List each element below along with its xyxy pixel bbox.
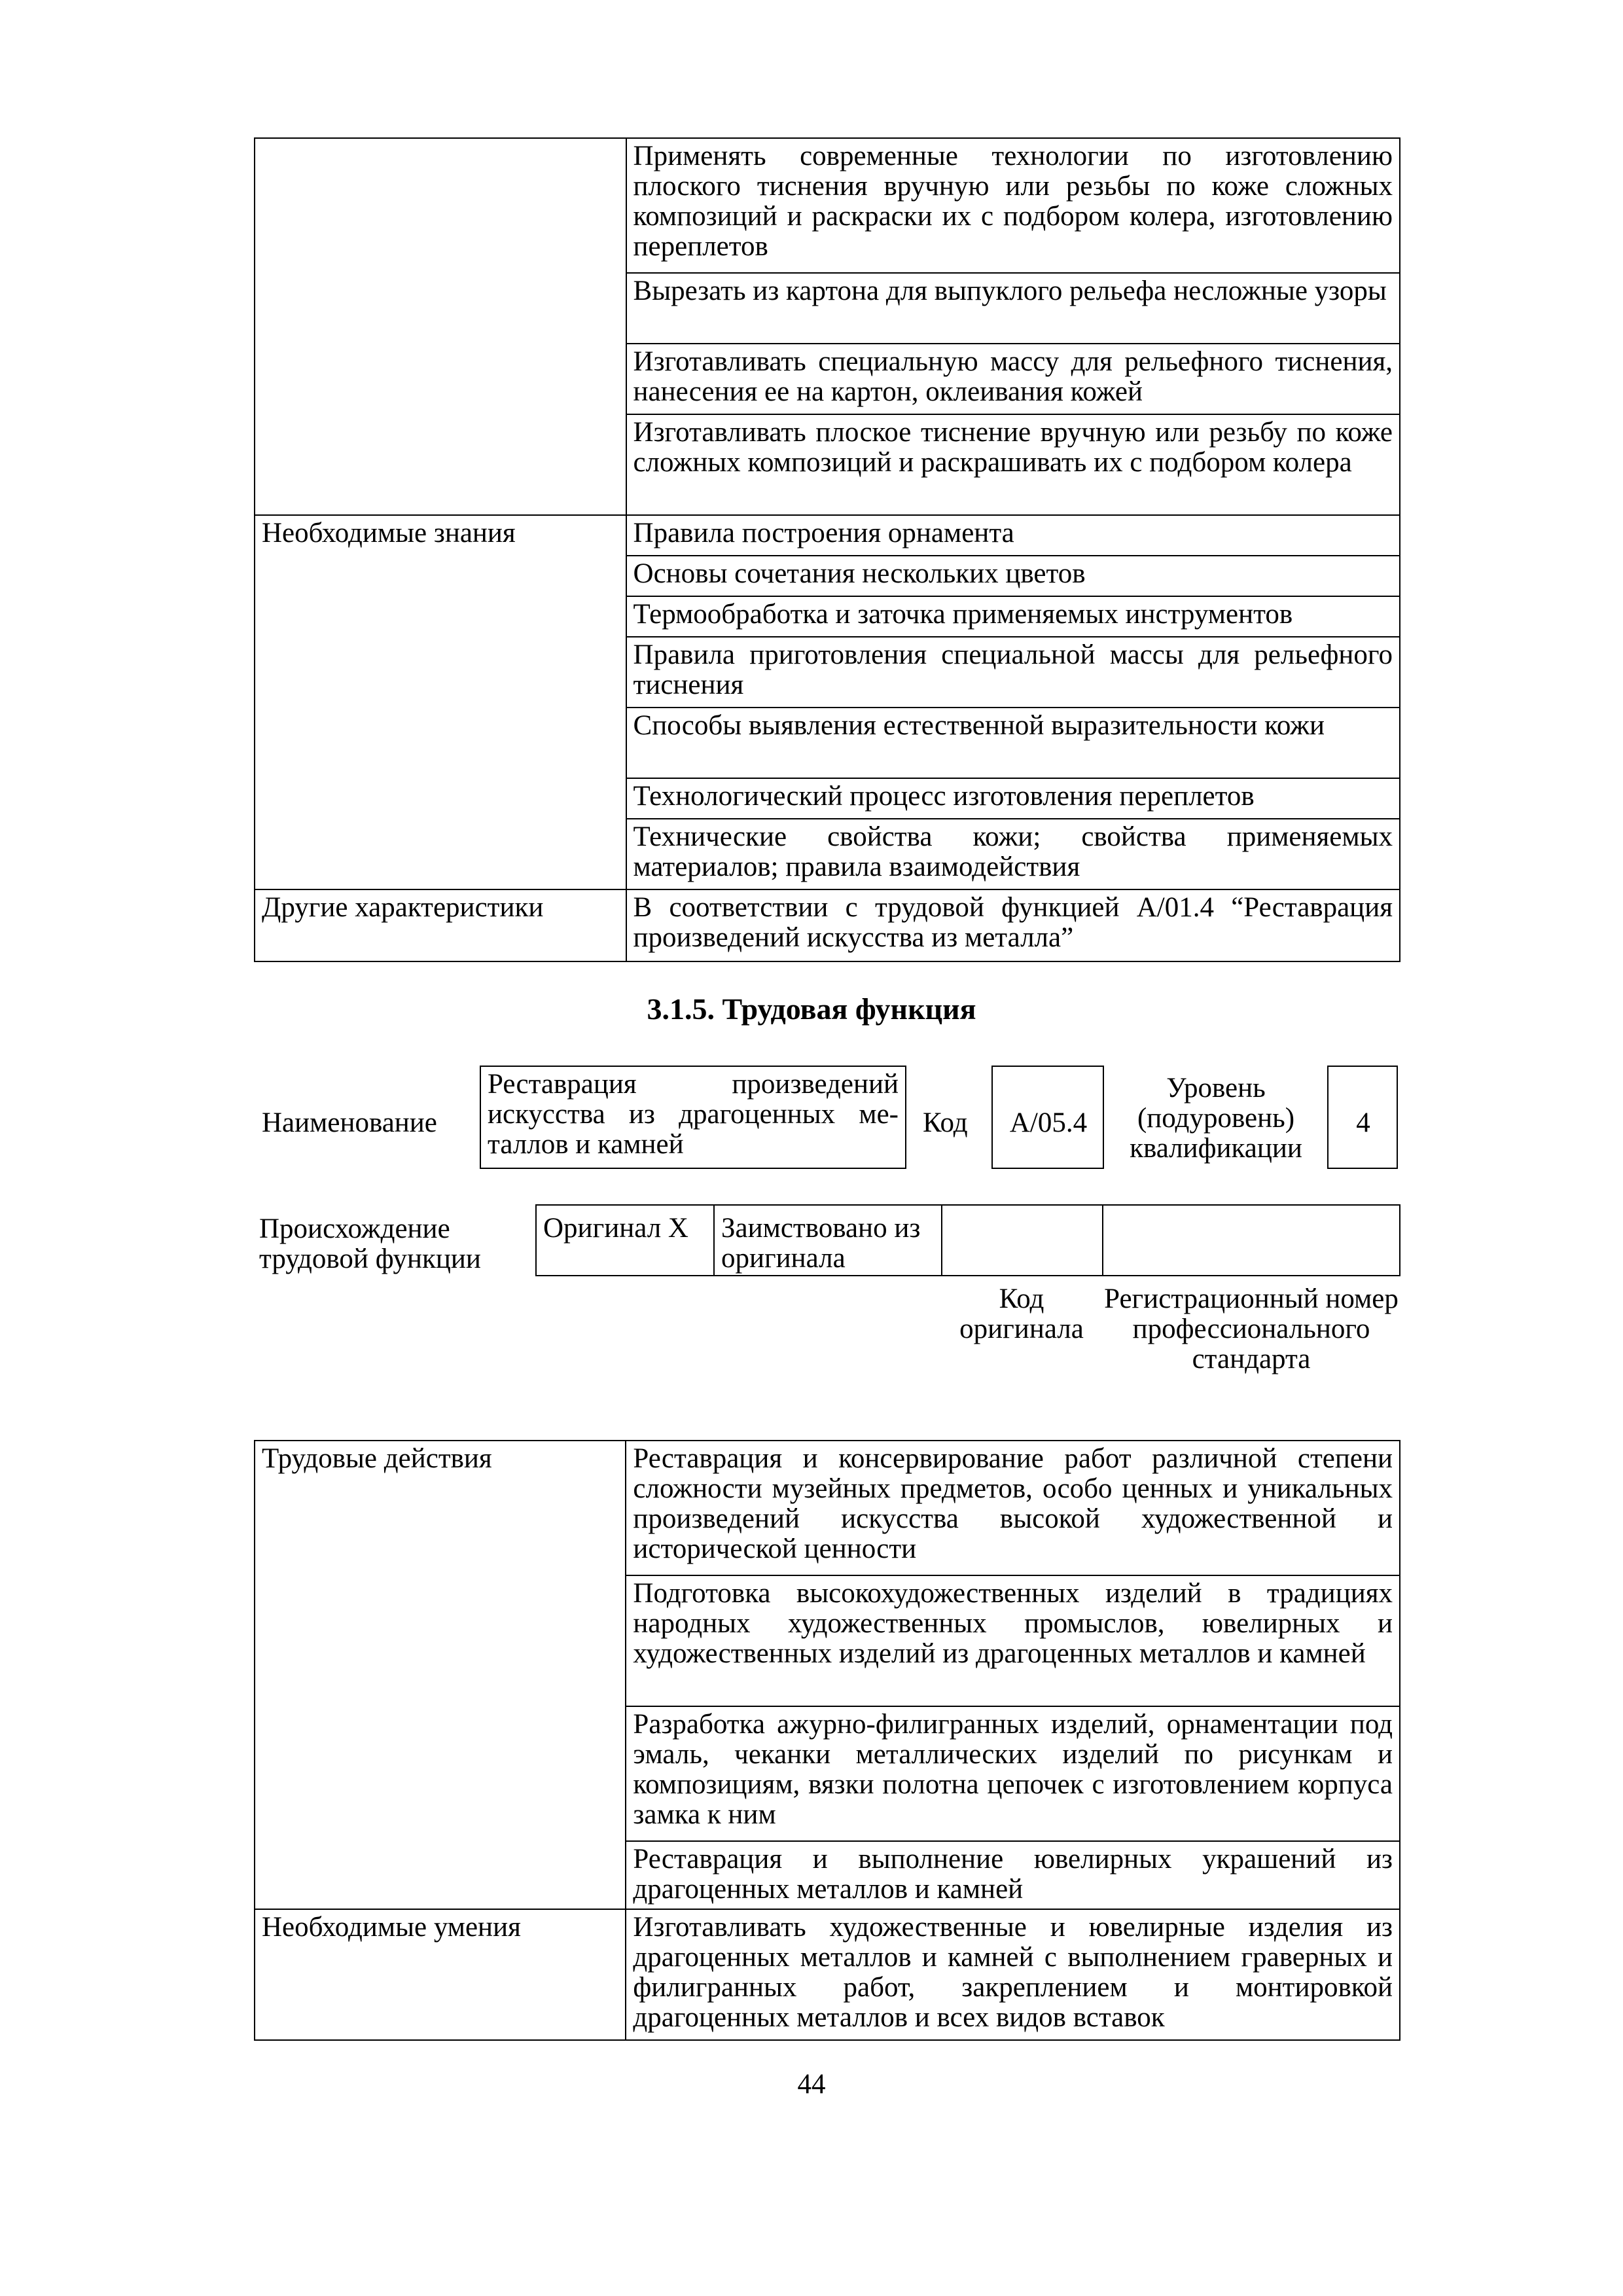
actions-label: Трудовые действия [255,1441,626,1909]
knowledge-row-3: Термообработка и заточка применяемых инструментов [626,596,1400,637]
knowledge-row-4: Правила приготовления специальной массы для рельефного тиснения [626,637,1400,708]
skill-row-1: Применять современные технологии по изготовлению плоского тиснения вручную или резьбы по коже сложных композиций и раскраски их с подбором колера, изготовлению переплетов [626,138,1400,273]
other-text: В соответствии с трудовой функцией А/01.4 “Реставрация произведений искусства из металла” [626,889,1400,961]
knowledge-row-6: Технологический процесс изготовления переплетов [626,778,1400,819]
knowledge-label: Необходимые знания [255,515,626,889]
code-original-cell [941,1204,1102,1276]
name-label: Наименование [262,1107,437,1138]
reg-number-cell [1102,1204,1400,1276]
code-value: А/05.4 [1009,1107,1088,1138]
original-text: Оригинал Х [543,1213,688,1244]
skill-row-4: Изготавливать плоское тиснение вручную или резьбу по коже сложных композиций и раскрашивать их с подбором колера [626,414,1400,515]
other-label: Другие характеристики [255,889,626,961]
skill-row-2: Вырезать из картона для выпуклого рельефа несложные узоры [626,273,1400,344]
bottom-table [254,1440,1400,2041]
reg-number-caption: Регистрационный номер профессионального стандарта [1104,1283,1399,1374]
origin-label: Происхождение трудовой функции [259,1213,481,1274]
level-label: Уровень (подуровень) квалификации [1130,1073,1302,1164]
name-box [480,1066,906,1169]
level-value: 4 [1356,1107,1370,1138]
borrowed-text: Заимствовано из оригинала [721,1213,921,1274]
skill-row-3: Изготавливать специальную массу для рельефного тиснения, нанесения ее на картон, оклеивания кожей [626,344,1400,414]
code-label: Код [923,1107,968,1138]
action-row-2: Подготовка высокохудожественных изделий в традициях народных художественных промыслов, ювелирных и художественных изделий из драгоценных металлов и камней [626,1575,1400,1706]
top-table [254,137,1400,962]
level-box [1327,1066,1398,1169]
action-row-4: Реставрация и выполнение ювелирных украшений из драгоценных металлов и камней [626,1841,1400,1909]
name-value: Реставрация произведений искусства из драгоценных металлов и камней [488,1069,899,1160]
knowledge-row-5: Способы выявления естественной выразительности кожи [626,708,1400,778]
skills-row-1: Изготавливать художественные и ювелирные изделия из драгоценных металлов и камней с выполнением граверных и филигранных работ, закреплением и монтировкой драгоценных металлов и всех видов вставок [626,1909,1400,2040]
borrowed-cell [713,1204,941,1276]
knowledge-row-2: Основы сочетания нескольких цветов [626,556,1400,596]
original-cell [535,1204,713,1276]
skills-label: Необходимые умения [255,1909,626,2040]
knowledge-row-1: Правила построения орнамента [626,515,1400,556]
knowledge-row-7: Технические свойства кожи; свойства применяемых материалов; правила взаимодействия [626,819,1400,889]
section-heading: 3.1.5. Трудовая функция [647,992,976,1026]
action-row-3: Разработка ажурно-филигранных изделий, орнаментации под эмаль, чеканки металлических изделий по рисункам и композициям, вязки полотна цепочек с изготовлением корпуса замка к ним [626,1706,1400,1841]
skills-label-cell [255,138,626,515]
page-number: 44 [797,2069,826,2100]
code-original-caption: Код оригинала [959,1283,1084,1344]
code-box [991,1066,1104,1169]
action-row-1: Реставрация и консервирование работ различной степени сложности музейных предметов, особо ценных и уникальных произведений искусства высокой художественной и исторической ценности [626,1441,1400,1575]
